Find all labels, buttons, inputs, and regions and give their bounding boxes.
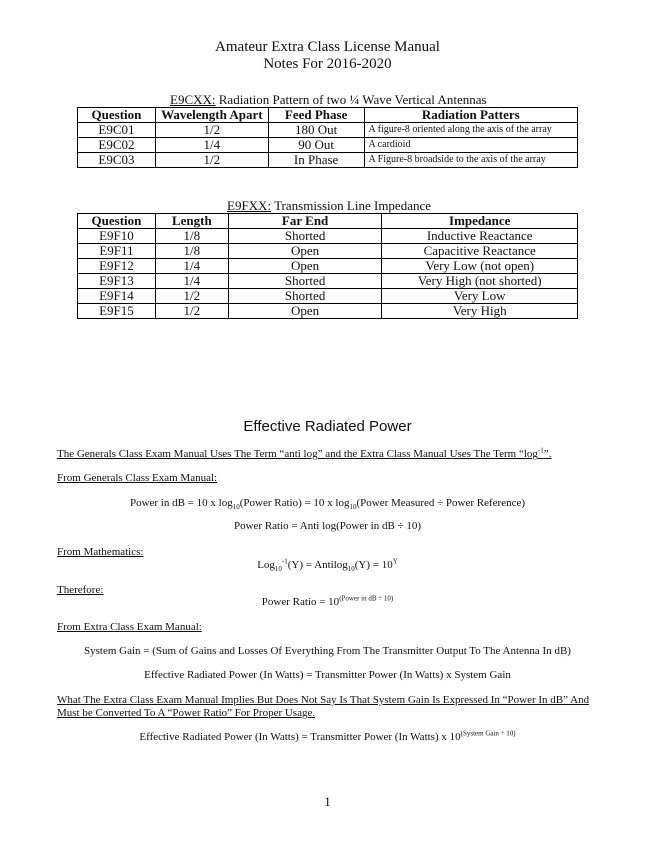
table1-caption [170, 92, 487, 107]
eq4-part-a: Power Ratio = 10 [261, 596, 340, 608]
table-cell: Open [228, 304, 382, 319]
eq1-part-b: (Power Ratio) = 10 x log [239, 497, 350, 509]
table-cell: E9F11 [78, 244, 156, 259]
eq3-sup-1: -1 [281, 557, 288, 566]
equation-system-gain: System Gain = (Sum of Gains and Losses Of Everything From The Transmitter Output To The Antenna In dB) [84, 645, 571, 657]
table-row [78, 289, 578, 304]
table-cell: A cardioid [364, 138, 577, 153]
intro-end: ”. [543, 448, 552, 460]
table-row [78, 153, 578, 168]
table-cell: Capacitive Reactance [382, 244, 578, 259]
table2-caption [227, 198, 431, 213]
table-cell: Shorted [228, 229, 382, 244]
column-header: Far End [228, 214, 382, 229]
eq7-part-a: Effective Radiated Power (In Watts) = Transmitter Power (In Watts) x 10 [139, 731, 461, 743]
table-cell: Very Low (not open) [382, 259, 578, 274]
eq3-part-a: Log [257, 559, 275, 571]
table-row [78, 274, 578, 289]
table-header-row [78, 214, 578, 229]
table-cell: E9C02 [78, 138, 156, 153]
table-row [78, 229, 578, 244]
table-cell: Shorted [228, 289, 382, 304]
table-cell: 1/8 [155, 229, 228, 244]
table-cell: 1/2 [155, 304, 228, 319]
column-header: Question [78, 214, 156, 229]
equation-antilog [0, 559, 655, 572]
table-cell: E9F13 [78, 274, 156, 289]
table1-caption-code: E9CXX: [170, 92, 216, 107]
document-title [0, 39, 655, 73]
table-row [78, 244, 578, 259]
table-cell: Open [228, 244, 382, 259]
column-header: Question [78, 108, 156, 123]
equation-erp-final [0, 731, 655, 744]
eq1-part-c: (Power Measured ÷ Power Reference) [356, 497, 526, 509]
table-cell: 1/2 [155, 123, 268, 138]
eq3-sub-2: 10 [347, 565, 355, 574]
table-cell: 1/2 [155, 153, 268, 168]
eq4-superscript: (Power in dB ÷ 10) [339, 594, 394, 603]
table-header-row [78, 108, 578, 123]
eq1-sub-1: 10 [232, 503, 240, 512]
column-header: Wavelength Apart [155, 108, 268, 123]
table2-caption-text: Transmission Line Impedance [271, 198, 432, 213]
intro-text [57, 448, 551, 461]
radiation-pattern-table [77, 107, 578, 168]
table-cell: In Phase [268, 153, 364, 168]
eq3-part-b: (Y) = Antilog [287, 559, 348, 571]
eq7-superscript: (System Gain ÷ 10) [460, 729, 516, 738]
table-cell: E9C03 [78, 153, 156, 168]
title-line-2: Notes For 2016-2020 [263, 56, 392, 72]
table-cell: 1/2 [155, 289, 228, 304]
column-header: Impedance [382, 214, 578, 229]
table-cell: 180 Out [268, 123, 364, 138]
table-cell: 1/4 [155, 274, 228, 289]
table2-caption-code: E9FXX: [227, 198, 272, 213]
page-number: 1 [324, 794, 331, 809]
table-row [78, 259, 578, 274]
eq3-sup-2: Y [392, 557, 398, 566]
table-cell: E9F12 [78, 259, 156, 274]
table-cell: Very High (not shorted) [382, 274, 578, 289]
table-cell: 90 Out [268, 138, 364, 153]
table-cell: A figure-8 oriented along the axis of the array [364, 123, 577, 138]
from-math-label: From Mathematics: [57, 546, 144, 558]
intro-main: The Generals Class Exam Manual Uses The Term “anti log” and the Extra Class Manual Uses The Term “log [57, 448, 538, 460]
title-line-1: Amateur Extra Class License Manual [215, 39, 440, 55]
implies-line-1: What The Extra Class Exam Manual Implies But Does Not Say Is That System Gain Is Expressed In “Power In dB” And [57, 694, 590, 706]
table-cell: Shorted [228, 274, 382, 289]
column-header: Length [155, 214, 228, 229]
table-cell: Open [228, 259, 382, 274]
column-header: Feed Phase [268, 108, 364, 123]
table-cell: Inductive Reactance [382, 229, 578, 244]
intro-superscript: -1 [537, 446, 544, 455]
table1-caption-text: Radiation Pattern of two ¼ Wave Vertical Antennas [215, 92, 487, 107]
eq1-sub-2: 10 [349, 503, 357, 512]
equation-power-ratio: Power Ratio = Anti log(Power in dB ÷ 10) [233, 520, 421, 532]
table-cell: Very High [382, 304, 578, 319]
table-cell: E9F14 [78, 289, 156, 304]
eq3-part-c: (Y) = 10 [354, 559, 393, 571]
implies-line-2: Must be Converted To A “Power Ratio” For Proper Usage. [57, 707, 316, 719]
table-cell: E9F10 [78, 229, 156, 244]
equation-erp: Effective Radiated Power (In Watts) = Transmitter Power (In Watts) x System Gain [144, 669, 511, 681]
table-cell: A Figure-8 broadside to the axis of the array [364, 153, 577, 168]
table-cell: 1/4 [155, 259, 228, 274]
from-general-label: From Generals Class Exam Manual: [57, 472, 218, 484]
transmission-line-table [77, 213, 578, 319]
therefore-label: Therefore: [57, 584, 104, 596]
table-cell: Very Low [382, 289, 578, 304]
table-row [78, 138, 578, 153]
table-cell: 1/4 [155, 138, 268, 153]
eq3-sub-1: 10 [274, 565, 282, 574]
table-cell: 1/8 [155, 244, 228, 259]
table-row [78, 304, 578, 319]
column-header: Radiation Patters [364, 108, 577, 123]
section-heading: Effective Radiated Power [243, 418, 412, 435]
table-cell: E9C01 [78, 123, 156, 138]
from-extra-label: From Extra Class Exam Manual: [57, 621, 202, 633]
table-cell: E9F15 [78, 304, 156, 319]
equation-power-in-db [0, 497, 655, 510]
eq1-part-a: Power in dB = 10 x log [129, 497, 233, 509]
equation-power-ratio-exp [0, 596, 655, 609]
table-row [78, 123, 578, 138]
